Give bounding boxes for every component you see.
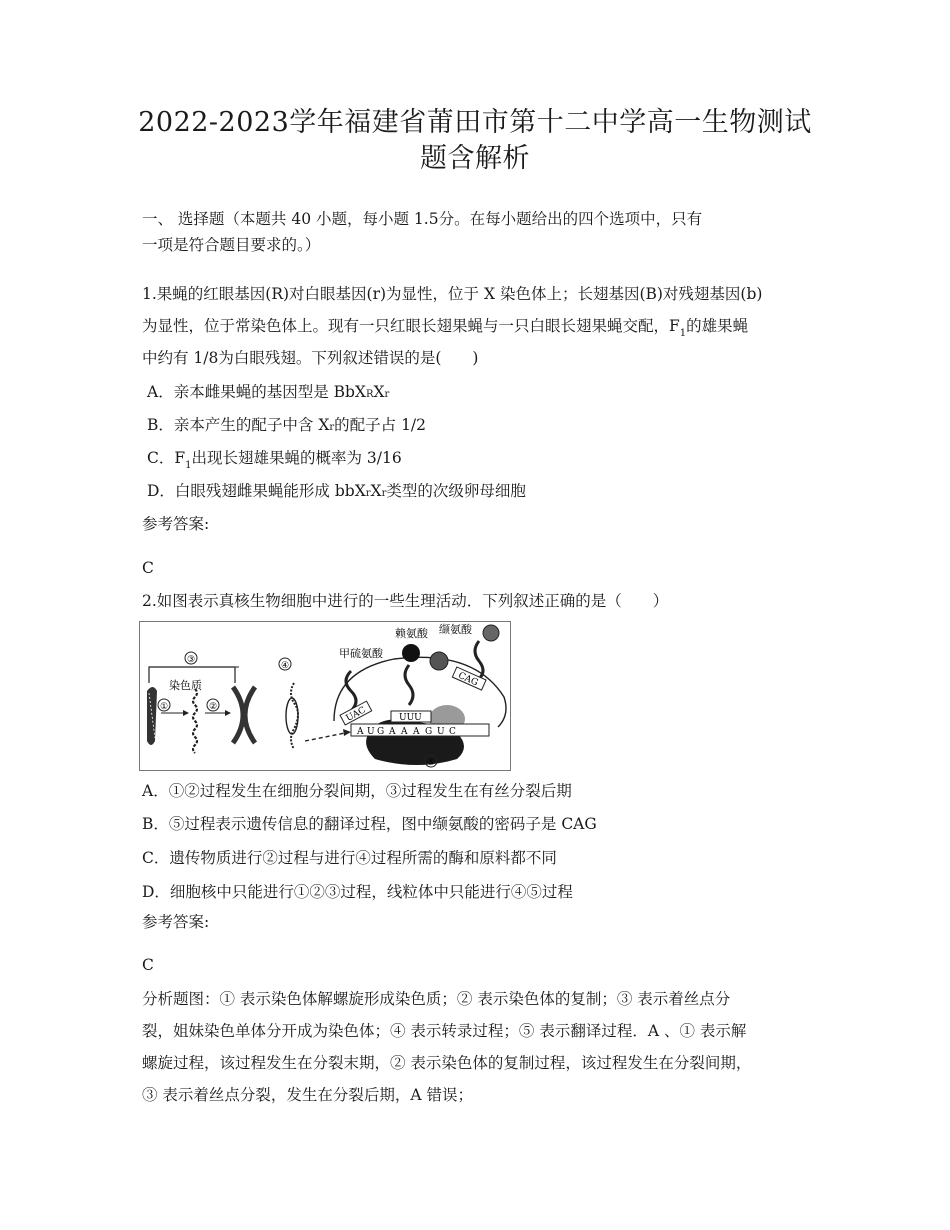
q2-figure-svg (139, 621, 511, 771)
mrna-base-4: A (389, 727, 396, 737)
q2-stem: 2.如图表示真核生物细胞中进行的一些生理活动．下列叙述正确的是（ ） (142, 592, 669, 610)
fig-mrna-codons (356, 727, 456, 737)
fig-label-2: ② (208, 702, 218, 712)
q1-option-a (147, 380, 389, 407)
fig-label-val: 缬氨酸 (439, 623, 472, 636)
fig-label-met: 甲硫氨酸 (339, 647, 383, 660)
q1-answer: C (142, 559, 154, 577)
q1-option-c-text: C．F (147, 449, 186, 467)
fig-label-3: ③ (186, 655, 196, 665)
q1-option-a-sup-r2: r (384, 389, 390, 400)
fig-anticodon-1: UAC (344, 705, 368, 724)
mrna-base-7: G (425, 727, 433, 737)
q1-option-a-text: A．亲本雌果蝇的基因型是 BbX (147, 383, 366, 401)
fig-label-chromatin: 染色质 (169, 679, 202, 692)
fig-label-lys: 赖氨酸 (395, 627, 428, 640)
q1-option-d-text: D．白眼残翅雌果蝇能形成 bbX (147, 482, 366, 500)
q1-option-c (147, 446, 402, 473)
document-title-line1: 2022-2023学年福建省莆田市第十二中学高一生物测试 (138, 107, 812, 138)
q2-option-b: B．⑤过程表示遗传信息的翻译过程，图中缬氨酸的密码子是 CAG (142, 815, 597, 833)
mrna-base-5: A (401, 727, 408, 737)
q1-stem-line2 (142, 310, 822, 345)
q2-analysis-line2: 裂，姐妹染色单体分开成为染色体；④ 表示转录过程；⑤ 表示翻译过程．A 、① 表示解 (142, 1022, 747, 1040)
q1-option-b-tail: 的配子占 1/2 (334, 416, 427, 434)
section-heading-line1: 一、 选择题（本题共 40 小题，每小题 1.5分。在每小题给出的四个选项中，只有 (142, 210, 703, 228)
q1-option-c-sub: 1 (185, 460, 192, 471)
q2-option-c: C．遗传物质进行②过程与进行④过程所需的酶和原料都不同 (142, 849, 557, 867)
mrna-base-8: U (437, 727, 445, 737)
q1-option-d-sup2: r (381, 488, 387, 499)
mrna-base-2: U (367, 727, 375, 737)
q1-option-c-tail: 出现长翅雄果蝇的概率为 3/16 (191, 449, 402, 467)
q1-option-d-x: X (370, 482, 382, 500)
q2-analysis-line4: ③ 表示着丝点分裂，发生在分裂后期，A 错误； (142, 1086, 474, 1104)
q1-option-d (147, 479, 526, 506)
mrna-base-3: G (377, 727, 385, 737)
q1-option-b-sup: r (329, 422, 335, 433)
q1-option-a-x: X (373, 383, 385, 401)
q2-analysis-line3: 螺旋过程，该过程发生在分裂末期，② 表示染色体的复制过程，该过程发生在分裂间期， (142, 1054, 752, 1072)
q1-subscript-f1: 1 (679, 328, 687, 339)
q1-stem-line3: 中约有 1/8为白眼残翅。下列叙述错误的是( ) (142, 349, 479, 367)
mrna-base-6: A (413, 727, 420, 737)
q2-answer-label: 参考答案: (142, 913, 210, 931)
q1-option-d-tail: 类型的次级卵母细胞 (386, 482, 526, 500)
q2-option-a: A．①②过程发生在细胞分裂间期，③过程发生在有丝分裂后期 (142, 782, 572, 800)
q2-figure (139, 621, 511, 771)
q1-option-b (147, 413, 426, 440)
q1-option-b-text: B．亲本产生的配子中含 X (147, 416, 330, 434)
q2-answer: C (142, 956, 154, 974)
q1-stem-line1: 1.果蝇的红眼基因(R)对白眼基因(r)为显性，位于 X 染色体上；长翅基因(B)对残翅基因(b) (142, 285, 763, 303)
section-heading-line2: 一项是符合题目要求的。） (142, 236, 321, 254)
fig-label-5: ⑤ (426, 758, 436, 768)
q1-option-a-sup-r: R (365, 389, 374, 400)
document-title-line2: 题含解析 (420, 143, 530, 174)
mrna-base-1: A (357, 727, 364, 737)
q1-option-d-sup1: r (365, 488, 371, 499)
fig-anticodon-2: UUU (399, 713, 422, 723)
fig-label-1: ① (159, 702, 169, 712)
q1-stem-line2-text: 为显性，位于常染色体上。现有一只红眼长翅果蝇与一只白眼长翅果蝇交配，F (142, 317, 680, 335)
q2-option-d: D．细胞核中只能进行①②③过程，线粒体中只能进行④⑤过程 (142, 883, 573, 901)
mrna-base-9: C (449, 727, 456, 737)
q2-analysis-line1: 分析题图：① 表示染色体解螺旋形成染色质；② 表示染色体的复制；③ 表示着丝点分 (142, 990, 731, 1008)
fig-label-4: ④ (280, 661, 290, 671)
q1-answer-label: 参考答案: (142, 515, 210, 533)
q1-stem-line2-tail: 的雄果蝇 (686, 317, 749, 335)
fig-anticodon-3: CAG (456, 670, 480, 689)
